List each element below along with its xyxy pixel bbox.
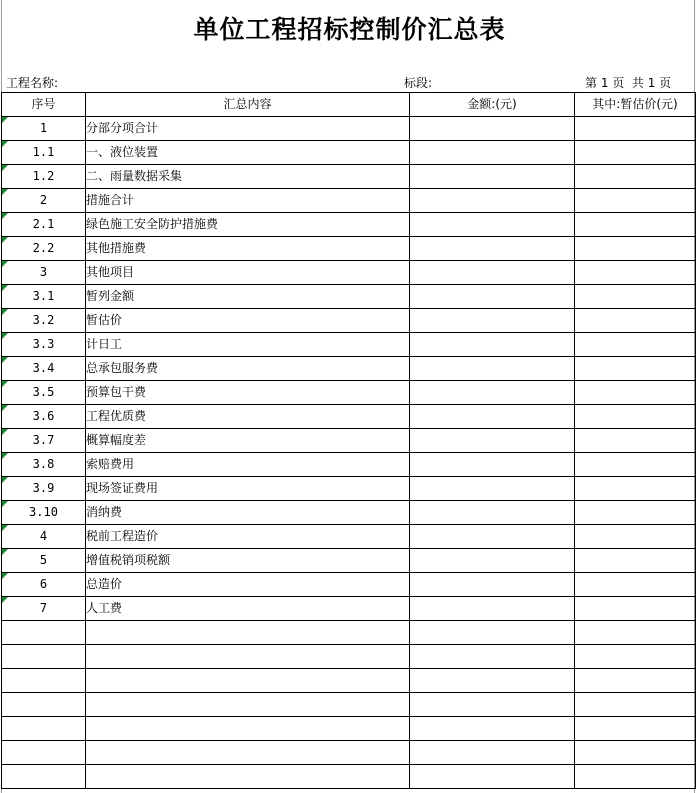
empty-amount-cell[interactable] xyxy=(410,693,575,717)
row-amount-cell[interactable] xyxy=(410,429,575,453)
row-number-text: 2.1 xyxy=(32,217,55,231)
empty-amount-cell[interactable] xyxy=(410,645,575,669)
text-number-warning-icon xyxy=(2,117,8,123)
row-number-text: 3.9 xyxy=(32,481,55,495)
section-label[interactable]: 标段: xyxy=(404,76,433,90)
table-row xyxy=(2,333,696,357)
row-amount-cell[interactable] xyxy=(410,477,575,501)
row-number-cell[interactable] xyxy=(2,549,86,573)
empty-no-cell[interactable] xyxy=(2,693,86,717)
row-amount-cell[interactable] xyxy=(410,453,575,477)
row-name-cell[interactable]: 现场签证费用 xyxy=(86,477,410,501)
text-number-warning-icon xyxy=(2,381,8,387)
row-name-cell[interactable]: 措施合计 xyxy=(86,189,410,213)
empty-provisional-cell[interactable] xyxy=(575,765,696,789)
empty-name-cell[interactable] xyxy=(86,693,410,717)
row-name-cell[interactable]: 其他措施费 xyxy=(86,237,410,261)
header-cell-no[interactable]: 序号 xyxy=(2,93,86,117)
text-number-warning-icon xyxy=(2,405,8,411)
row-provisional-cell[interactable] xyxy=(575,333,696,357)
row-name-cell[interactable]: 消纳费 xyxy=(86,501,410,525)
empty-provisional-cell[interactable] xyxy=(575,669,696,693)
row-name-cell[interactable]: 税前工程造价 xyxy=(86,525,410,549)
text-number-warning-icon xyxy=(2,357,8,363)
header-row xyxy=(2,93,696,117)
table-row xyxy=(2,549,696,573)
row-provisional-cell[interactable] xyxy=(575,477,696,501)
row-name-cell[interactable]: 概算幅度差 xyxy=(86,429,410,453)
row-provisional-cell[interactable] xyxy=(575,285,696,309)
row-number-text: 7 xyxy=(39,601,48,615)
row-number-cell[interactable] xyxy=(2,453,86,477)
row-amount-cell[interactable] xyxy=(410,381,575,405)
table-row xyxy=(2,381,696,405)
table-row xyxy=(2,573,696,597)
row-number-text: 3 xyxy=(39,265,48,279)
row-number-cell[interactable] xyxy=(2,189,86,213)
row-amount-cell[interactable] xyxy=(410,573,575,597)
row-number-cell[interactable] xyxy=(2,237,86,261)
text-number-warning-icon xyxy=(2,285,8,291)
row-number-cell[interactable] xyxy=(2,597,86,621)
empty-provisional-cell[interactable] xyxy=(575,645,696,669)
row-number-text: 4 xyxy=(39,529,48,543)
empty-provisional-cell[interactable] xyxy=(575,693,696,717)
report-title[interactable]: 单位工程招标控制价汇总表 xyxy=(193,15,506,44)
page-info[interactable]: 第 1 页 共 1 页 xyxy=(585,76,672,90)
row-number-text: 1.2 xyxy=(32,169,55,183)
table-row xyxy=(2,117,696,141)
row-number-cell[interactable] xyxy=(2,213,86,237)
row-amount-cell[interactable] xyxy=(410,189,575,213)
table-row xyxy=(2,261,696,285)
row-number-text: 1.1 xyxy=(32,145,55,159)
row-amount-cell[interactable] xyxy=(410,405,575,429)
empty-no-cell[interactable] xyxy=(2,765,86,789)
text-number-warning-icon xyxy=(2,597,8,603)
row-provisional-cell[interactable] xyxy=(575,357,696,381)
table-row xyxy=(2,429,696,453)
text-number-warning-icon xyxy=(2,237,8,243)
row-provisional-cell[interactable] xyxy=(575,597,696,621)
table-row xyxy=(2,525,696,549)
text-number-warning-icon xyxy=(2,261,8,267)
row-name-cell[interactable]: 二、雨量数据采集 xyxy=(86,165,410,189)
table-row xyxy=(2,477,696,501)
header-cell-name[interactable]: 汇总内容 xyxy=(86,93,410,117)
table-row xyxy=(2,189,696,213)
row-name-cell[interactable]: 预算包干费 xyxy=(86,381,410,405)
row-number-text: 1 xyxy=(39,121,48,135)
row-number-cell[interactable] xyxy=(2,381,86,405)
row-provisional-cell[interactable] xyxy=(575,141,696,165)
row-number-text: 3.5 xyxy=(32,385,55,399)
text-number-warning-icon xyxy=(2,525,8,531)
row-number-cell[interactable] xyxy=(2,429,86,453)
row-name-cell[interactable]: 其他项目 xyxy=(86,261,410,285)
row-name-cell[interactable]: 增值税销项税额 xyxy=(86,549,410,573)
row-provisional-cell[interactable] xyxy=(575,525,696,549)
row-number-text: 3.7 xyxy=(32,433,55,447)
row-amount-cell[interactable] xyxy=(410,357,575,381)
row-number-cell[interactable] xyxy=(2,501,86,525)
row-name-cell[interactable]: 工程优质费 xyxy=(86,405,410,429)
row-name-cell[interactable]: 计日工 xyxy=(86,333,410,357)
row-amount-cell[interactable] xyxy=(410,285,575,309)
empty-name-cell[interactable] xyxy=(86,765,410,789)
row-provisional-cell[interactable] xyxy=(575,453,696,477)
row-name-cell[interactable]: 暂估价 xyxy=(86,309,410,333)
row-number-cell[interactable] xyxy=(2,261,86,285)
row-provisional-cell[interactable] xyxy=(575,165,696,189)
empty-amount-cell[interactable] xyxy=(410,741,575,765)
row-name-cell[interactable]: 一、液位装置 xyxy=(86,141,410,165)
empty-name-cell[interactable] xyxy=(86,645,410,669)
row-number-cell[interactable] xyxy=(2,309,86,333)
empty-no-cell[interactable] xyxy=(2,717,86,741)
row-provisional-cell[interactable] xyxy=(575,381,696,405)
text-number-warning-icon xyxy=(2,309,8,315)
row-amount-cell[interactable] xyxy=(410,141,575,165)
row-name-cell[interactable]: 绿色施工安全防护措施费 xyxy=(86,213,410,237)
row-name-cell[interactable]: 分部分项合计 xyxy=(86,117,410,141)
text-number-warning-icon xyxy=(2,333,8,339)
row-provisional-cell[interactable] xyxy=(575,261,696,285)
empty-no-cell[interactable] xyxy=(2,669,86,693)
empty-amount-cell[interactable] xyxy=(410,717,575,741)
text-number-warning-icon xyxy=(2,429,8,435)
row-amount-cell[interactable] xyxy=(410,501,575,525)
table-row xyxy=(2,501,696,525)
row-number-text: 3.8 xyxy=(32,457,55,471)
row-provisional-cell[interactable] xyxy=(575,429,696,453)
empty-table-row xyxy=(2,645,696,669)
row-name-cell[interactable]: 暂列金额 xyxy=(86,285,410,309)
empty-no-cell[interactable] xyxy=(2,621,86,645)
row-amount-cell[interactable] xyxy=(410,309,575,333)
empty-name-cell[interactable] xyxy=(86,621,410,645)
row-amount-cell[interactable] xyxy=(410,237,575,261)
row-number-text: 6 xyxy=(39,577,48,591)
row-provisional-cell[interactable] xyxy=(575,501,696,525)
empty-provisional-cell[interactable] xyxy=(575,621,696,645)
row-amount-cell[interactable] xyxy=(410,117,575,141)
row-number-cell[interactable] xyxy=(2,333,86,357)
row-number-text: 5 xyxy=(39,553,48,567)
row-amount-cell[interactable] xyxy=(410,597,575,621)
row-provisional-cell[interactable] xyxy=(575,189,696,213)
text-number-warning-icon xyxy=(2,573,8,579)
row-name-cell[interactable]: 总承包服务费 xyxy=(86,357,410,381)
row-amount-cell[interactable] xyxy=(410,261,575,285)
table-row xyxy=(2,309,696,333)
row-provisional-cell[interactable] xyxy=(575,117,696,141)
row-number-cell[interactable] xyxy=(2,165,86,189)
empty-no-cell[interactable] xyxy=(2,741,86,765)
table-row xyxy=(2,453,696,477)
text-number-warning-icon xyxy=(2,501,8,507)
text-number-warning-icon xyxy=(2,213,8,219)
row-number-text: 3.4 xyxy=(32,361,55,375)
empty-no-cell[interactable] xyxy=(2,645,86,669)
table-row xyxy=(2,237,696,261)
row-name-cell[interactable]: 总造价 xyxy=(86,573,410,597)
row-amount-cell[interactable] xyxy=(410,213,575,237)
row-number-text: 3.10 xyxy=(29,505,58,519)
row-number-text: 2.2 xyxy=(32,241,55,255)
empty-table-row xyxy=(2,621,696,645)
header-cell-provisional[interactable]: 其中:暂估价(元) xyxy=(575,93,696,117)
empty-table-row xyxy=(2,741,696,765)
summary-table xyxy=(1,92,696,789)
row-provisional-cell[interactable] xyxy=(575,213,696,237)
empty-provisional-cell[interactable] xyxy=(575,717,696,741)
row-number-cell[interactable] xyxy=(2,141,86,165)
row-name-cell[interactable]: 索赔费用 xyxy=(86,453,410,477)
table-row xyxy=(2,165,696,189)
row-provisional-cell[interactable] xyxy=(575,405,696,429)
empty-amount-cell[interactable] xyxy=(410,621,575,645)
table-row xyxy=(2,213,696,237)
empty-name-cell[interactable] xyxy=(86,741,410,765)
table-row xyxy=(2,357,696,381)
text-number-warning-icon xyxy=(2,549,8,555)
empty-table-row xyxy=(2,765,696,789)
row-number-cell[interactable] xyxy=(2,285,86,309)
empty-provisional-cell[interactable] xyxy=(575,741,696,765)
empty-table-row xyxy=(2,669,696,693)
row-amount-cell[interactable] xyxy=(410,549,575,573)
row-number-cell[interactable] xyxy=(2,525,86,549)
text-number-warning-icon xyxy=(2,477,8,483)
row-amount-cell[interactable] xyxy=(410,525,575,549)
row-provisional-cell[interactable] xyxy=(575,309,696,333)
empty-table-row xyxy=(2,693,696,717)
row-provisional-cell[interactable] xyxy=(575,549,696,573)
table-row xyxy=(2,405,696,429)
row-name-cell[interactable]: 人工费 xyxy=(86,597,410,621)
row-number-cell[interactable] xyxy=(2,405,86,429)
row-provisional-cell[interactable] xyxy=(575,237,696,261)
table-row xyxy=(2,285,696,309)
project-name-label[interactable]: 工程名称: xyxy=(6,76,59,90)
row-amount-cell[interactable] xyxy=(410,333,575,357)
row-number-cell[interactable] xyxy=(2,573,86,597)
row-number-cell[interactable] xyxy=(2,117,86,141)
row-number-text: 3.2 xyxy=(32,313,55,327)
text-number-warning-icon xyxy=(2,165,8,171)
text-number-warning-icon xyxy=(2,141,8,147)
empty-amount-cell[interactable] xyxy=(410,765,575,789)
row-number-text: 3.6 xyxy=(32,409,55,423)
row-number-cell[interactable] xyxy=(2,477,86,501)
empty-amount-cell[interactable] xyxy=(410,669,575,693)
empty-name-cell[interactable] xyxy=(86,717,410,741)
table-row xyxy=(2,597,696,621)
text-number-warning-icon xyxy=(2,453,8,459)
row-amount-cell[interactable] xyxy=(410,165,575,189)
row-number-text: 2 xyxy=(39,193,48,207)
empty-table-row xyxy=(2,717,696,741)
row-number-text: 3.3 xyxy=(32,337,55,351)
row-number-cell[interactable] xyxy=(2,357,86,381)
header-cell-amount[interactable]: 金额:(元) xyxy=(410,93,575,117)
text-number-warning-icon xyxy=(2,189,8,195)
table-row xyxy=(2,141,696,165)
row-provisional-cell[interactable] xyxy=(575,573,696,597)
table-body xyxy=(2,117,696,789)
row-number-text: 3.1 xyxy=(32,289,55,303)
empty-name-cell[interactable] xyxy=(86,669,410,693)
